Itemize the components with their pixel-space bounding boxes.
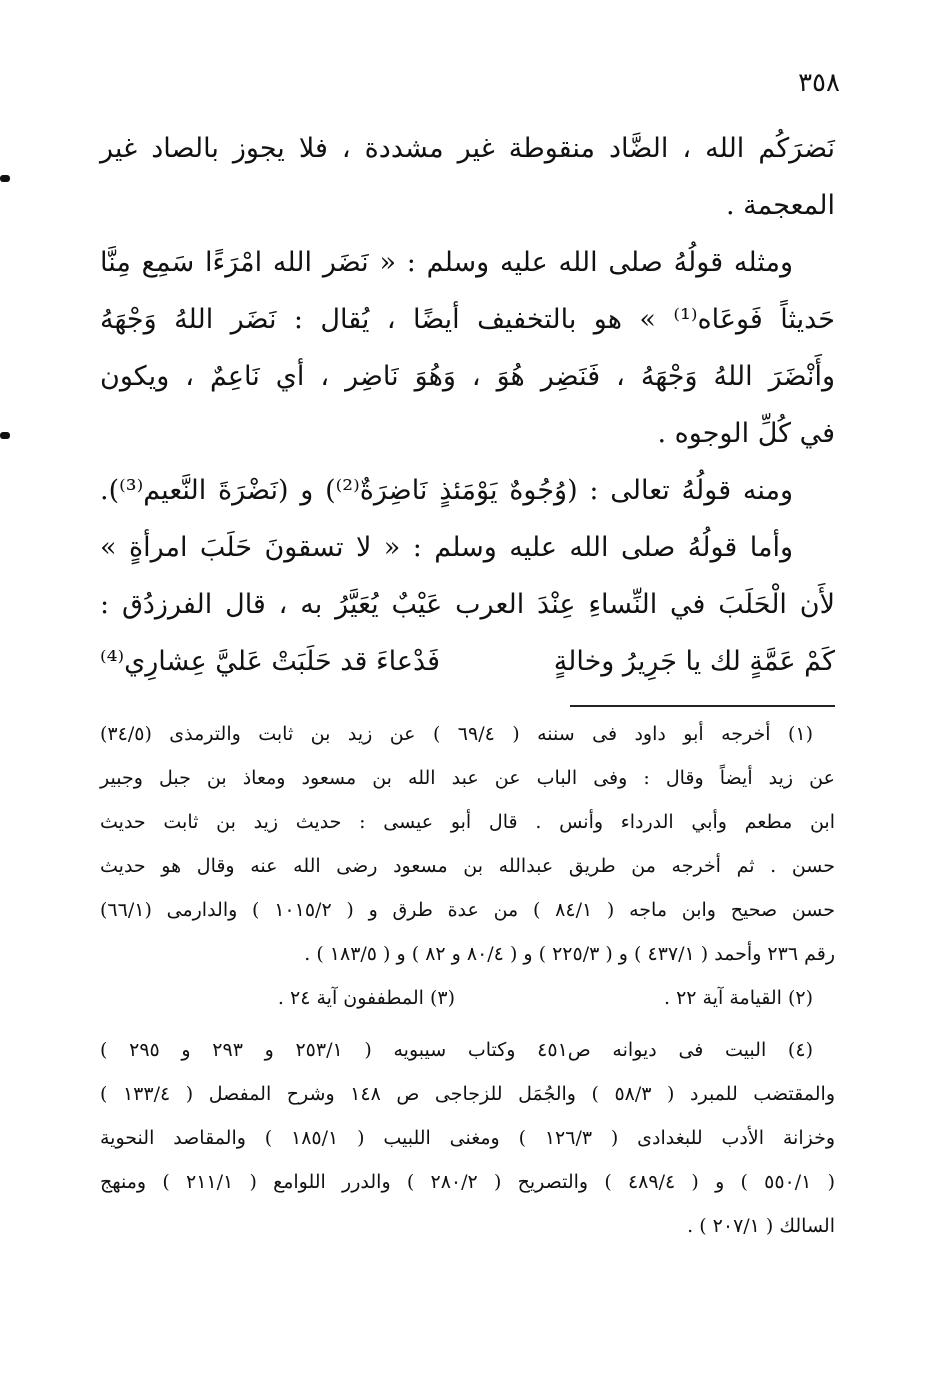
poetry-verse xyxy=(100,632,835,692)
footnotes xyxy=(100,712,835,1248)
main-line: ومثله قولُهُ صلى الله عليه وسلم : « نَضَر الله امْرَءًا سَمِع مِنَّا xyxy=(100,247,793,278)
main-line: وأَنْضَرَ اللهُ وَجْهَهُ ، فَنَضِر هُوَ ، وَهُوَ نَاضِر ، أي نَاعِمٌ ، ويكون xyxy=(100,361,835,392)
main-line: حَديثاً فَوعَاه⁽¹⁾ » هو بالتخفيف أيضًا ، يُقال : نَضَر اللهُ وَجْهَهُ xyxy=(100,304,835,335)
margin-mark-middle xyxy=(0,432,10,439)
main-line: في كُلِّ الوجوه . xyxy=(657,418,835,449)
footnote-2: (٢) القيامة آية ٢٢ . xyxy=(663,987,813,1009)
footnote-line: ابن مطعم وأبي الدرداء وأنس . قال أبو عيسى : حديث زيد بن ثابت حديث xyxy=(100,811,835,833)
footnote-line: عن زيد أيضاً وقال : وفى الباب عن عبد الله بن مسعود ومعاذ بن جبل وجبير xyxy=(100,767,835,789)
footnote-line: (٤) البيت فى ديوانه ص٤٥١ وكتاب سيبويه ( ٢٥٣/١ و ٢٩٣ و ٢٩٥ ) xyxy=(100,1039,813,1061)
footnote-line: وخزانة الأدب للبغدادى ( ١٢٦/٣ ) ومغنى اللبيب ( ١٨٥/١ ) والمقاصد النحوية xyxy=(100,1127,835,1149)
main-line: وأما قولُهُ صلى الله عليه وسلم : « لا تسقونَ حَلَبَ امرأةٍ » xyxy=(100,532,793,563)
footnote-line: (١) أخرجه أبو داود فى سننه ( ٦٩/٤ ) عن زيد بن ثابت والترمذى (٣٤/٥) xyxy=(100,723,813,745)
footnote-pair xyxy=(100,976,835,1020)
footnote-line: رقم ٢٣٦ وأحمد ( ٤٣٧/١ ) و ( ٢٢٥/٣ ) و ( ٨٠/٤ و ٨٢ ) و ( ١٨٣/٥ ) . xyxy=(304,943,835,965)
footnote-3: (٣) المطففون آية ٢٤ . xyxy=(277,987,455,1009)
page-number: ٣٥٨ xyxy=(798,68,840,98)
main-line: نَضرَكُم الله ، الضَّاد منقوطة غير مشددة ، فلا يجوز بالصاد غير xyxy=(100,133,835,164)
main-line: لأَن الْحَلَبَ في النِّساءِ عِنْدَ العرب عَيْبٌ يُعَيَّرُ به ، قال الفرزدُق : xyxy=(100,589,835,620)
footnote-line: حسن صحيح وابن ماجه ( ٨٤/١ ) من عدة طرق و ( ١٠١٥/٢ ) والدارمى (٦٦/١) xyxy=(100,899,835,921)
margin-mark-top xyxy=(0,175,10,182)
footnote-line: حسن . ثم أخرجه من طريق عبدالله بن مسعود رضى الله عنه وقال هو حديث xyxy=(100,855,835,877)
footnote-line: ( ٥٥٠/١ ) و ( ٤٨٩/٤ ) والتصريح ( ٢٨٠/٢ ) والدرر اللوامع ( ٢١١/١ ) ومنهج xyxy=(100,1171,835,1193)
main-text xyxy=(100,120,835,633)
verse-first-hemistich: كَمْ عَمَّةٍ لك يا جَرِيرُ وخالةٍ xyxy=(553,646,835,677)
footnote-separator xyxy=(570,705,835,707)
footnote-line: السالك ( ٢٠٧/١ ) . xyxy=(687,1215,835,1237)
main-line: المعجمة . xyxy=(725,190,835,221)
verse-second-hemistich: فَدْعاءَ قد حَلَبَتْ عَليَّ عِشارِي⁽⁴⁾ xyxy=(100,646,441,677)
footnote-line: والمقتضب للمبرد ( ٥٨/٣ ) والجُمَل للزجاجى ص ١٤٨ وشرح المفصل ( ١٣٣/٤ ) xyxy=(100,1083,835,1105)
main-line: ومنه قولُهُ تعالى : (وُجُوهٌ يَوْمَئذٍ نَاضِرَةٌ⁽²⁾) و (نَضْرَةَ النَّعيم⁽³⁾). xyxy=(100,475,794,506)
